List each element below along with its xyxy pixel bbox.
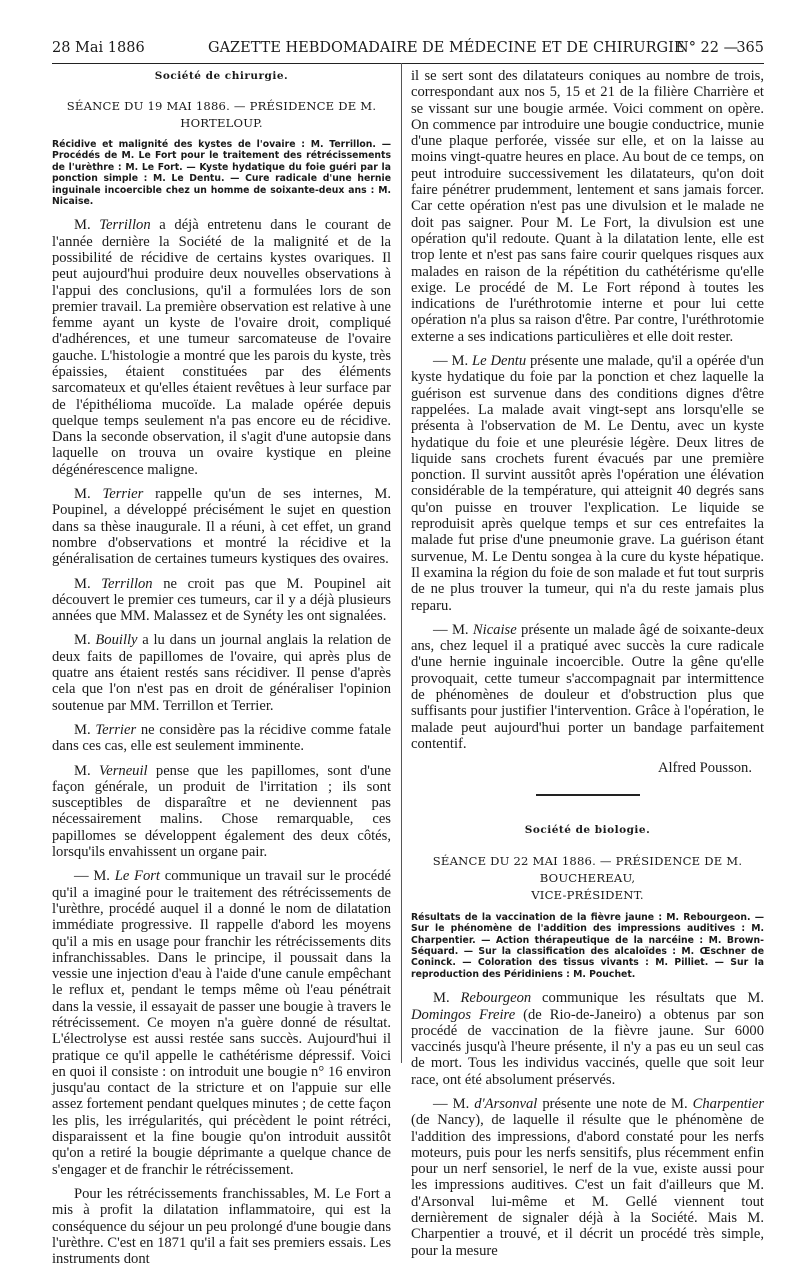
paragraph: M. Terrillon ne croit pas que M. Poupinel ait découvert le premier ces tumeurs, car il y a déjà plusieurs années que MM. Malassez et de Synéty les ont signalées.	[52, 575, 391, 625]
header-page-number: 365	[736, 40, 764, 56]
speaker-name: Bouilly	[95, 632, 138, 649]
header-rule	[52, 63, 764, 64]
paragraph: M. Terrier rappelle qu'un de ses internes, M. Poupinel, a développé précisément le sujet en question dans sa thèse inaugurale. Il a réuni, à cet effet, un grand nombre d'observations et montré la récidive et la généralisation de certaines tumeurs kystiques des ovaires.	[52, 486, 391, 568]
speaker-name: Terrillon	[99, 217, 151, 234]
cited-name: Charpentier	[692, 1095, 765, 1112]
header-date: 28 Mai 1886	[52, 40, 145, 56]
speaker-name: Rebourgeon	[460, 990, 532, 1007]
paragraph: — M. Le Fort communique un travail sur le procédé qu'il a imaginé pour le traitement des rétrécissements de l'urèthre, procédé auquel il a donné le nom de dilatation immédiate progressive. Il rappelle d'abord les moyens qu'il a mis en usage pour franchir les rétrécissements dits infranchissables. Dans le principe, il poussait dans la vessie une injection d'eau à l'aide d'une canule empêchant le reflux et, pendant le temps même où l'eau pénétrait dans la vessie, il essayait de passer une bougie à travers le rétrécissement. Ce moyen n'a guère donné de résultat. L'électrolyse est aussi restée sans succès. Aujourd'hui il pratique ce qu'il appelle le cathétérisme dépressif. Voici en quoi il consiste : on introduit une bougie n° 16 environ jusqu'au contact de la stricture et on l'appuie sur elle assez fortement pendant quelques minutes ; de cette façon les plis, les irrégularités, qui précèdent le point rétréci, disparaissent et la fine bougie qu'on introduit aussitôt qu'on a retiré la bougie déprimante a quelque chance de s'engager et de franchir le rétrécissement.	[52, 868, 392, 1178]
header-title: GAZETTE HEBDOMADAIRE DE MÉDECINE ET DE CHIRURGIE	[208, 40, 685, 56]
speaker-name: Terrier	[102, 486, 144, 503]
left-column	[52, 68, 391, 1275]
speaker-name: Terrier	[95, 721, 137, 738]
surgery-summary: Récidive et malignité des kystes de l'ovaire : M. Terrillon. — Procédés de M. Le Fort pour le traitement des rétrécissements de l'urèthre : M. Le Fort. — Kyste hydatique du foie guéri par la ponction simple : M. Le Dentu. — Cure radicale d'une hernie inguinale incoercible chez un homme de soixante-deux ans : M. Nicaise.	[52, 138, 391, 207]
column-divider	[401, 63, 402, 1063]
biology-session-line-2: VICE-PRÉSIDENT.	[531, 887, 644, 902]
paragraph: Pour les rétrécissements franchissables, M. Le Fort a mis à profit la dilatation inflammatoire, qui est la conséquence du séjour un peu prolongé d'une bougie dans l'urèthre. C'est en 1871 qu'il a fait ses premiers essais. Les instruments dont	[52, 1185, 392, 1268]
biology-session-line	[411, 853, 764, 904]
paragraph-continued: il se sert sont des dilatateurs coniques au nombre de trois, correspondant aux nos 5, 15 et 21 de la filière Charrière et se vissant sur une bougie armée. Voici comment on opère. On commence par introduire une bougie conductrice, munie d'une plaque perforée, vissée sur elle, et on la laisse au moins vingt-quatre heures en place. Au bout de ce temps, on peut introduire successivement les dilatateurs, qu'on doit faire pénétrer prudemment, lentement et sans jamais forcer. Car cette opération n'est pas une divulsion et le malade ne doit pas saigner. Pour M. Le Fort, la divulsion est une opération qu'il redoute. Quant à la dilatation lente, elle est trop lente et n'est pas sans faire courir quelques risques aux malades en raison de la répétition du cathétérisme qu'elle exige. Le procédé de M. Le Fort répond à toutes les indications de l'uréthrotomie interne et pour lui cette opération n'a plus sa raison d'être. Par contre, l'uréthrotomie externe a ses indications particulières et elle doit rester.	[411, 68, 764, 345]
header-issue: N° 22 —	[676, 40, 739, 56]
right-column	[411, 68, 764, 1267]
surgery-session-line: SÉANCE DU 19 MAI 1886. — PRÉSIDENCE DE M. HORTELOUP.	[66, 99, 377, 130]
paragraph: — M. d'Arsonval présente une note de M. Charpentier (de Nancy), de laquelle il résulte que le phénomène de l'addition des impressions, d'abord constaté pour les nerfs moteurs, puis pour les nerfs sensitifs, plus récemment enfin pour un nerf sensoriel, le nerf de la vue, existe aussi pour les impressions auditives. C'est un fait d'ailleurs que M. d'Arsonval lui-même et M. Gellé viennent tout dernièrement de signaler déjà à la Société. Mais M. Charpentier a trouvé, et il décrit un procédé très simple, pour la mesure	[411, 1095, 765, 1259]
speaker-name: Le Dentu	[471, 353, 527, 370]
section-separator	[536, 794, 640, 796]
paragraph: — M. Le Dentu présente une malade, qu'il a opérée d'un kyste hydatique du foie par la ponction et chez laquelle la guérison est survenue dans des conditions dignes d'être rappelées. La malade avait vingt-sept ans lorsqu'elle se présenta à l'observation de M. Le Dentu, avec un kyste hydatique du foie et une pleurésie légère. Deux litres de liquide sans crochets furent évacués par une première ponction. Il survint aussitôt après l'opération une élévation considérable de la température, qui atteignit 40 degrés sans qu'on puisse en trouver l'explication. Le liquide se reproduisit après quelque temps et sur ces entrefaites la malade fut prise d'une pneumonie grave. La guérison étant survenue, M. Le Dentu songea à la cure du kyste hépatique. Il examina la région du foie de son malade et fut tout surpris de ne plus trouver la tumeur, qui n'a du reste jamais plus reparu.	[411, 353, 764, 614]
paragraph: M. Bouilly a lu dans un journal anglais la relation de deux faits de papillomes de l'ovaire, qui après plus de quatre ans étaient restés sans récidiver. Il pense d'après cela que l'on n'est pas en droit de généraliser l'opinion soutenue par MM. Terrillon et Terrier.	[52, 632, 391, 714]
speaker-name: Le Fort	[114, 868, 160, 885]
paragraph: M. Terrillon a déjà entretenu dans le courant de l'année dernière la Société de la malignité et de la possibilité de récidive de certains kystes ovariques. Il peut aujourd'hui produire deux nouvelles observations à l'appui des conclusions, qu'il a formulées lors de son premier travail. La première observation est relative à une femme ayant un kyste de l'ovaire droit, compliqué d'adhérences, et une tumeur sarcomateuse de l'ovaire gauche. L'histologie a montré que les parois du kyste, très épaissies, étaient constituées par des éléments sarcomateux et qu'elles étaient revêtues à leur surface par de l'épithélioma mucoïde. La malade opérée depuis quelque temps seulement n'a pas encore eu de récidive. Dans la seconde observation, il s'agit d'une autopsie dans laquelle on trouva un ovaire kystique en pleine dégénérescence maligne.	[52, 217, 391, 478]
running-header	[52, 40, 764, 60]
paragraph: M. Verneuil pense que les papillomes, sont d'une façon générale, un produit de l'irritation ; ils sont susceptibles de disparaître et ne deviennent pas nécessairement malins. Chose remarquable, ces papillomes se développent également des deux côtés, lorsqu'ils envahissent un organe pair.	[52, 762, 391, 861]
cited-name: Domingos Freire	[411, 1006, 516, 1023]
paragraph: M. Terrier ne considère pas la récidive comme fatale dans ces cas, elle est seulement imminente.	[52, 721, 391, 755]
author-signature: Alfred Pousson.	[657, 760, 752, 777]
biology-session-line-1: SÉANCE DU 22 MAI 1886. — PRÉSIDENCE DE M. BOUCHEREAU,	[432, 853, 743, 885]
speaker-name: d'Arsonval	[474, 1095, 538, 1112]
paragraph: — M. Nicaise présente un malade âgé de soixante-deux ans, chez lequel il a pratiqué avec succès la cure radicale d'une hernie inguinale incoercible. Outre la gêne qu'elle provoquait, cette tumeur s'accompagnait par intermittence de phénomènes de douleur et d'obstruction plus que suffisants pour justifier l'intervention. Grâce à l'opération, le malade peut aujourd'hui porter un bandage parfaitement contentif.	[411, 621, 764, 752]
paragraph: M. Rebourgeon communique les résultats que M. Domingos Freire (de Rio-de-Janeiro) a obtenus par son procédé de vaccination de la fièvre jaune. Sur 6000 vaccinés jusqu'à l'heure présente, il n'y a pas eu un seul cas de mort. Tous les individus vaccinés, quelle que soit leur race, ont été absolument préservés.	[411, 990, 764, 1088]
surgery-society-title: Société de chirurgie.	[154, 70, 289, 82]
biology-society-title: Société de biologie.	[524, 824, 651, 837]
biology-summary: Résultats de la vaccination de la fièvre jaune : M. Rebourgeon. — Sur le phénomène de l'addition des impressions auditives : M. Charpentier. — Action thérapeutique de la narcéine : M. Brown-Séquard. — Sur la classification des alcaloïdes : M. Œschner de Coninck. — Coloration des tissus vivants : M. Pilliet. — Sur la reproduction des Péridiniens : M. Pouchet.	[411, 911, 764, 980]
speaker-name: Terrillon	[101, 575, 153, 592]
speaker-name: Verneuil	[98, 762, 148, 779]
speaker-name: Nicaise	[472, 621, 517, 638]
